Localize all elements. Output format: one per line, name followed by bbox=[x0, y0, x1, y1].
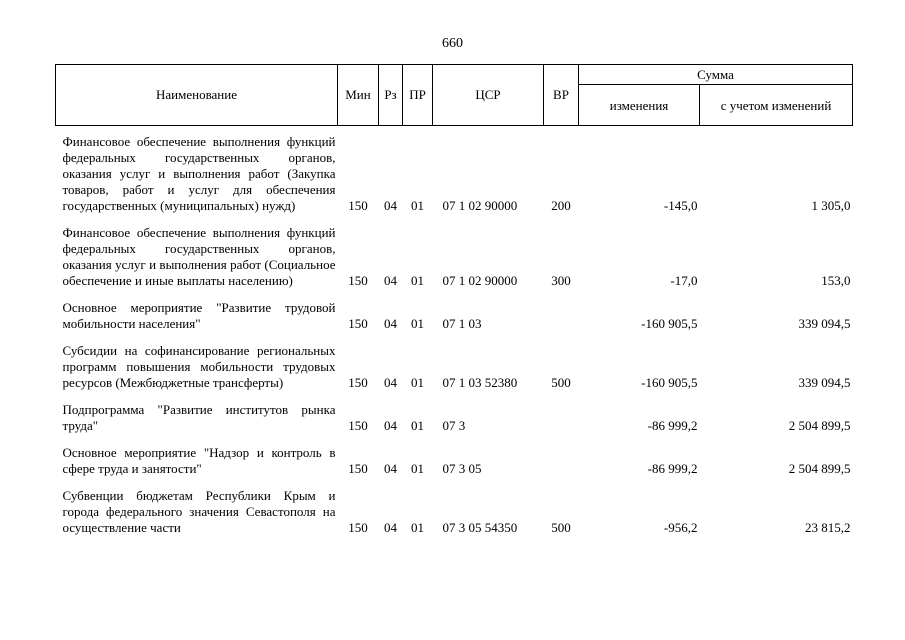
row-csr: 07 3 05 54350 bbox=[442, 520, 518, 535]
header-pr: ПР bbox=[403, 65, 433, 126]
budget-table bbox=[55, 64, 853, 540]
row-rz: 04 bbox=[384, 316, 397, 331]
row-change: -86 999,2 bbox=[647, 418, 698, 433]
row-csr: 07 1 02 90000 bbox=[442, 198, 518, 213]
row-pr: 01 bbox=[411, 418, 424, 433]
row-rz: 04 bbox=[384, 198, 397, 213]
row-vr: 500 bbox=[551, 375, 571, 390]
table-header bbox=[56, 65, 853, 126]
row-min: 150 bbox=[348, 375, 368, 390]
header-rz: Рз bbox=[379, 65, 403, 126]
table-body bbox=[56, 126, 853, 541]
row-total: 339 094,5 bbox=[798, 375, 851, 390]
row-min: 150 bbox=[348, 461, 368, 476]
row-name: Субсидии на софинансирование региональных программ повышения мобильности трудовых ресурсов (Межбюджетные трансферты) bbox=[62, 343, 336, 390]
row-rz: 04 bbox=[384, 520, 397, 535]
row-min: 150 bbox=[348, 316, 368, 331]
row-rz: 04 bbox=[384, 418, 397, 433]
table-row bbox=[56, 218, 853, 293]
row-csr: 07 1 03 bbox=[442, 316, 482, 331]
table-row bbox=[56, 293, 853, 336]
row-vr: 500 bbox=[551, 520, 571, 535]
table-row bbox=[56, 336, 853, 395]
header-sum: Сумма bbox=[579, 65, 853, 85]
row-total: 339 094,5 bbox=[798, 316, 851, 331]
row-total: 2 504 899,5 bbox=[788, 418, 851, 433]
header-change: изменения bbox=[579, 85, 700, 126]
row-vr bbox=[544, 293, 579, 336]
row-min: 150 bbox=[348, 418, 368, 433]
header-with-change: с учетом изменений bbox=[700, 85, 853, 126]
row-change: -145,0 bbox=[663, 198, 698, 213]
row-name: Подпрограмма "Развитие институтов рынка труда" bbox=[62, 402, 336, 433]
row-rz: 04 bbox=[384, 461, 397, 476]
row-name: Финансовое обеспечение выполнения функций федеральных государственных органов, оказания услуг и выполнения работ (Закупка товаров, работ и услуг для обеспечения государственных (муниципальных) нужд) bbox=[62, 134, 336, 213]
row-change: -17,0 bbox=[670, 273, 698, 288]
row-change: -160 905,5 bbox=[641, 375, 698, 390]
row-total: 2 504 899,5 bbox=[788, 461, 851, 476]
row-csr: 07 1 03 52380 bbox=[442, 375, 518, 390]
row-vr: 200 bbox=[551, 198, 571, 213]
row-total: 1 305,0 bbox=[811, 198, 851, 213]
table-row bbox=[56, 438, 853, 481]
row-vr bbox=[544, 395, 579, 438]
row-csr: 07 1 02 90000 bbox=[442, 273, 518, 288]
row-rz: 04 bbox=[384, 375, 397, 390]
row-pr: 01 bbox=[411, 375, 424, 390]
table-row bbox=[56, 126, 853, 219]
header-min: Мин bbox=[338, 65, 379, 126]
row-rz: 04 bbox=[384, 273, 397, 288]
row-csr: 07 3 05 bbox=[442, 461, 482, 476]
row-min: 150 bbox=[348, 520, 368, 535]
header-name: Наименование bbox=[56, 65, 338, 126]
row-pr: 01 bbox=[411, 198, 424, 213]
row-name: Основное мероприятие "Развитие трудовой мобильности населения" bbox=[62, 300, 336, 331]
header-vr: ВР bbox=[544, 65, 579, 126]
row-min: 150 bbox=[348, 198, 368, 213]
row-change: -956,2 bbox=[663, 520, 698, 535]
row-pr: 01 bbox=[411, 520, 424, 535]
row-pr: 01 bbox=[411, 316, 424, 331]
row-change: -86 999,2 bbox=[647, 461, 698, 476]
row-name: Субвенции бюджетам Республики Крым и города федерального значения Севастополя на осуществление части bbox=[62, 488, 336, 535]
row-vr bbox=[544, 438, 579, 481]
row-pr: 01 bbox=[411, 273, 424, 288]
row-name: Финансовое обеспечение выполнения функций федеральных государственных органов, оказания услуг и выполнения работ (Социальное обеспечение и иные выплаты населению) bbox=[62, 225, 336, 288]
row-pr: 01 bbox=[411, 461, 424, 476]
row-total: 153,0 bbox=[821, 273, 851, 288]
page-number: 660 bbox=[442, 36, 463, 51]
header-csr: ЦСР bbox=[433, 65, 544, 126]
row-csr: 07 3 bbox=[442, 418, 466, 433]
table-row bbox=[56, 395, 853, 438]
row-min: 150 bbox=[348, 273, 368, 288]
row-vr: 300 bbox=[551, 273, 571, 288]
table-row bbox=[56, 481, 853, 540]
row-change: -160 905,5 bbox=[641, 316, 698, 331]
row-total: 23 815,2 bbox=[805, 520, 851, 535]
row-name: Основное мероприятие "Надзор и контроль в сфере труда и занятости" bbox=[62, 445, 336, 476]
